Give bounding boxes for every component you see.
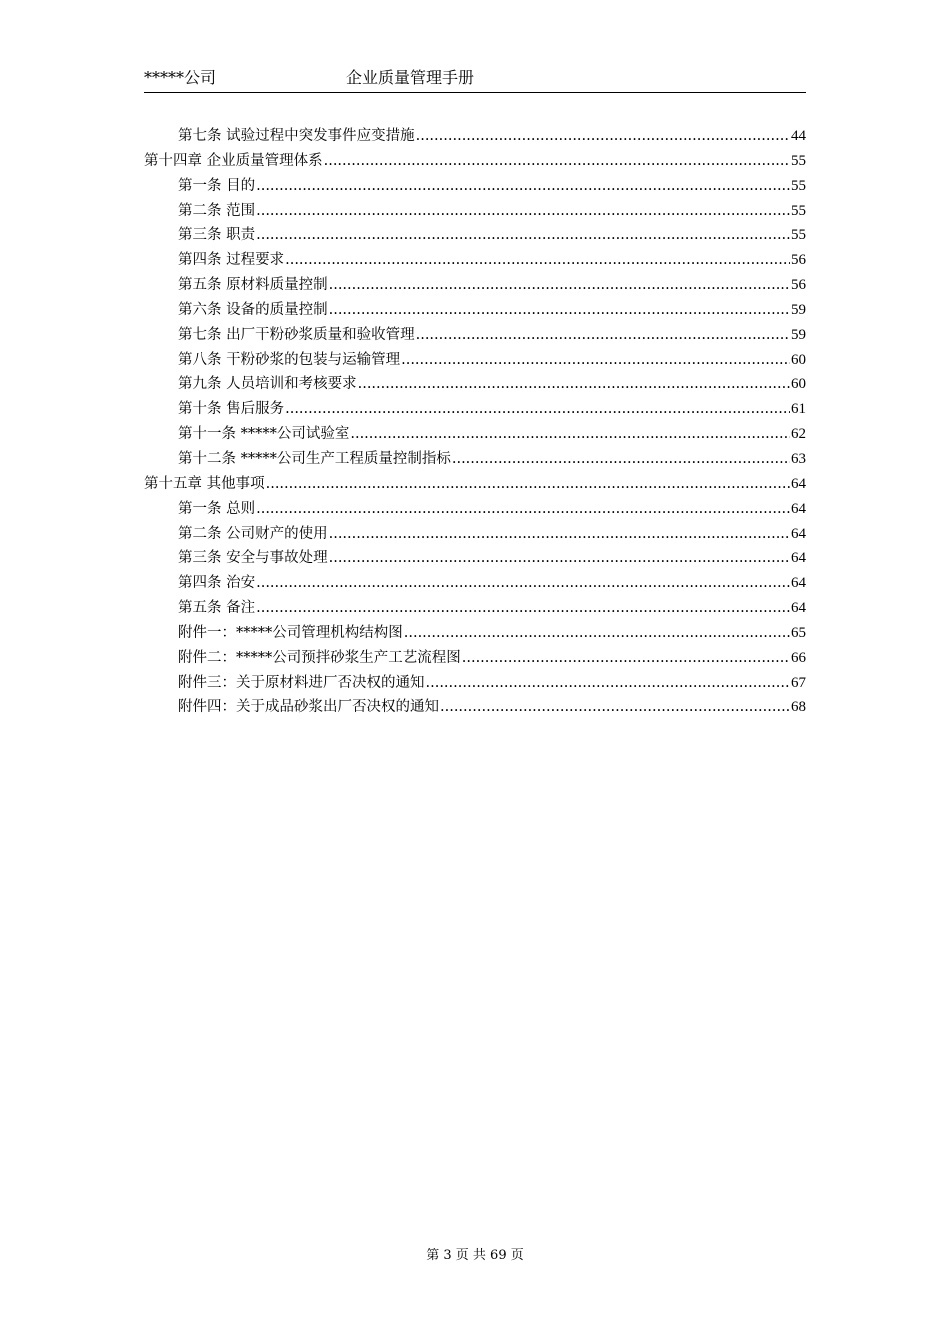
toc-dot-leader [462, 646, 790, 671]
header-document-title: 企业质量管理手册 [346, 68, 475, 87]
toc-entry-label: 第十二条 *****公司生产工程质量控制指标 [178, 450, 451, 467]
toc-dot-leader [256, 571, 790, 596]
toc-entry-page: 56 [791, 252, 806, 269]
toc-entry-label: 第六条 设备的质量控制 [178, 301, 328, 318]
table-of-contents [144, 124, 806, 720]
toc-entry-label: 第八条 干粉砂浆的包装与运输管理 [178, 351, 401, 368]
toc-entry-page: 62 [791, 426, 806, 443]
toc-entry-page: 64 [791, 550, 806, 567]
toc-entry-page: 67 [791, 674, 806, 691]
toc-entry-page: 59 [791, 326, 806, 343]
toc-dot-leader [329, 298, 790, 323]
toc-entry-page: 64 [791, 475, 806, 492]
toc-entry[interactable] [144, 671, 806, 696]
toc-entry-page: 64 [791, 600, 806, 617]
toc-entry-page: 63 [791, 450, 806, 467]
toc-entry-label: 第九条 人员培训和考核要求 [178, 376, 357, 393]
toc-entry[interactable] [144, 695, 806, 720]
toc-entry[interactable] [144, 646, 806, 671]
toc-entry[interactable] [144, 522, 806, 547]
toc-entry[interactable] [144, 149, 806, 174]
toc-entry[interactable] [144, 447, 806, 472]
toc-entry-page: 55 [791, 152, 806, 169]
toc-entry-label: 第五条 原材料质量控制 [178, 277, 328, 294]
toc-entry[interactable] [144, 472, 806, 497]
toc-entry-page: 56 [791, 277, 806, 294]
toc-entry[interactable] [144, 497, 806, 522]
toc-entry-label: 第四条 过程要求 [178, 252, 285, 269]
toc-entry[interactable] [144, 323, 806, 348]
toc-entry-label: 第五条 备注 [178, 600, 256, 617]
toc-entry[interactable] [144, 174, 806, 199]
toc-dot-leader [329, 522, 790, 547]
toc-dot-leader [350, 422, 790, 447]
toc-entry[interactable] [144, 571, 806, 596]
header-company-name: *****公司 [144, 68, 217, 87]
toc-dot-leader [285, 248, 790, 273]
toc-dot-leader [256, 223, 790, 248]
toc-entry-label: 第三条 安全与事故处理 [178, 550, 328, 567]
toc-dot-leader [266, 472, 790, 497]
toc-entry-label: 第四条 治安 [178, 575, 256, 592]
toc-entry-page: 64 [791, 575, 806, 592]
toc-entry-page: 55 [791, 227, 806, 244]
toc-dot-leader [285, 397, 790, 422]
toc-entry-label: 第七条 试验过程中突发事件应变措施 [178, 128, 415, 144]
toc-entry-page: 64 [791, 525, 806, 542]
toc-entry[interactable] [144, 124, 806, 149]
toc-dot-leader [404, 621, 790, 646]
page-header [144, 64, 806, 93]
toc-entry-label: 第十四章 企业质量管理体系 [144, 152, 323, 169]
toc-dot-leader [440, 695, 790, 720]
toc-dot-leader [358, 372, 790, 397]
toc-entry[interactable] [144, 372, 806, 397]
toc-entry-label: 第二条 范围 [178, 202, 256, 219]
toc-entry-page: 60 [791, 351, 806, 368]
toc-dot-leader [329, 273, 790, 298]
toc-entry-label: 附件一：*****公司管理机构结构图 [178, 624, 403, 641]
toc-entry[interactable] [144, 223, 806, 248]
toc-entry-page: 61 [791, 401, 806, 418]
toc-entry-page: 59 [791, 301, 806, 318]
toc-entry-label: 第二条 公司财产的使用 [178, 525, 328, 542]
toc-entry-label: 附件三：关于原材料进厂否决权的通知 [178, 674, 425, 691]
toc-entry[interactable] [144, 397, 806, 422]
toc-entry-label: 附件四：关于成品砂浆出厂否决权的通知 [178, 699, 439, 716]
toc-entry-label: 第十条 售后服务 [178, 401, 285, 418]
toc-entry-label: 第十一条 *****公司试验室 [178, 426, 350, 443]
toc-dot-leader [416, 323, 790, 348]
toc-entry-page: 55 [791, 177, 806, 194]
page-number-footer: 第 3 页 共 69 页 [426, 1248, 524, 1263]
toc-dot-leader [256, 497, 790, 522]
toc-entry-page: 55 [791, 202, 806, 219]
toc-dot-leader [324, 149, 790, 174]
toc-entry-page: 60 [791, 376, 806, 393]
toc-entry-label: 附件二：*****公司预拌砂浆生产工艺流程图 [178, 649, 461, 666]
toc-entry-label: 第一条 目的 [178, 177, 256, 194]
toc-dot-leader [256, 596, 790, 621]
toc-entry-page: 65 [791, 624, 806, 641]
toc-entry[interactable] [144, 199, 806, 224]
toc-dot-leader [416, 124, 790, 149]
toc-entry[interactable] [144, 248, 806, 273]
toc-entry[interactable] [144, 422, 806, 447]
toc-entry-page: 66 [791, 649, 806, 666]
toc-dot-leader [426, 671, 791, 696]
toc-entry-label: 第七条 出厂干粉砂浆质量和验收管理 [178, 326, 415, 343]
toc-dot-leader [329, 546, 790, 571]
toc-entry-label: 第三条 职责 [178, 227, 256, 244]
toc-entry-page: 44 [791, 128, 806, 144]
toc-entry[interactable] [144, 273, 806, 298]
toc-dot-leader [401, 348, 790, 373]
toc-entry-label: 第十五章 其他事项 [144, 475, 265, 492]
toc-entry[interactable] [144, 621, 806, 646]
toc-entry[interactable] [144, 546, 806, 571]
toc-entry-page: 68 [791, 699, 806, 716]
toc-dot-leader [256, 174, 790, 199]
toc-dot-leader [256, 199, 790, 224]
toc-entry[interactable] [144, 348, 806, 373]
toc-dot-leader [452, 447, 790, 472]
toc-entry[interactable] [144, 298, 806, 323]
toc-entry-label: 第一条 总则 [178, 500, 256, 517]
toc-entry-page: 64 [791, 500, 806, 517]
toc-entry[interactable] [144, 596, 806, 621]
